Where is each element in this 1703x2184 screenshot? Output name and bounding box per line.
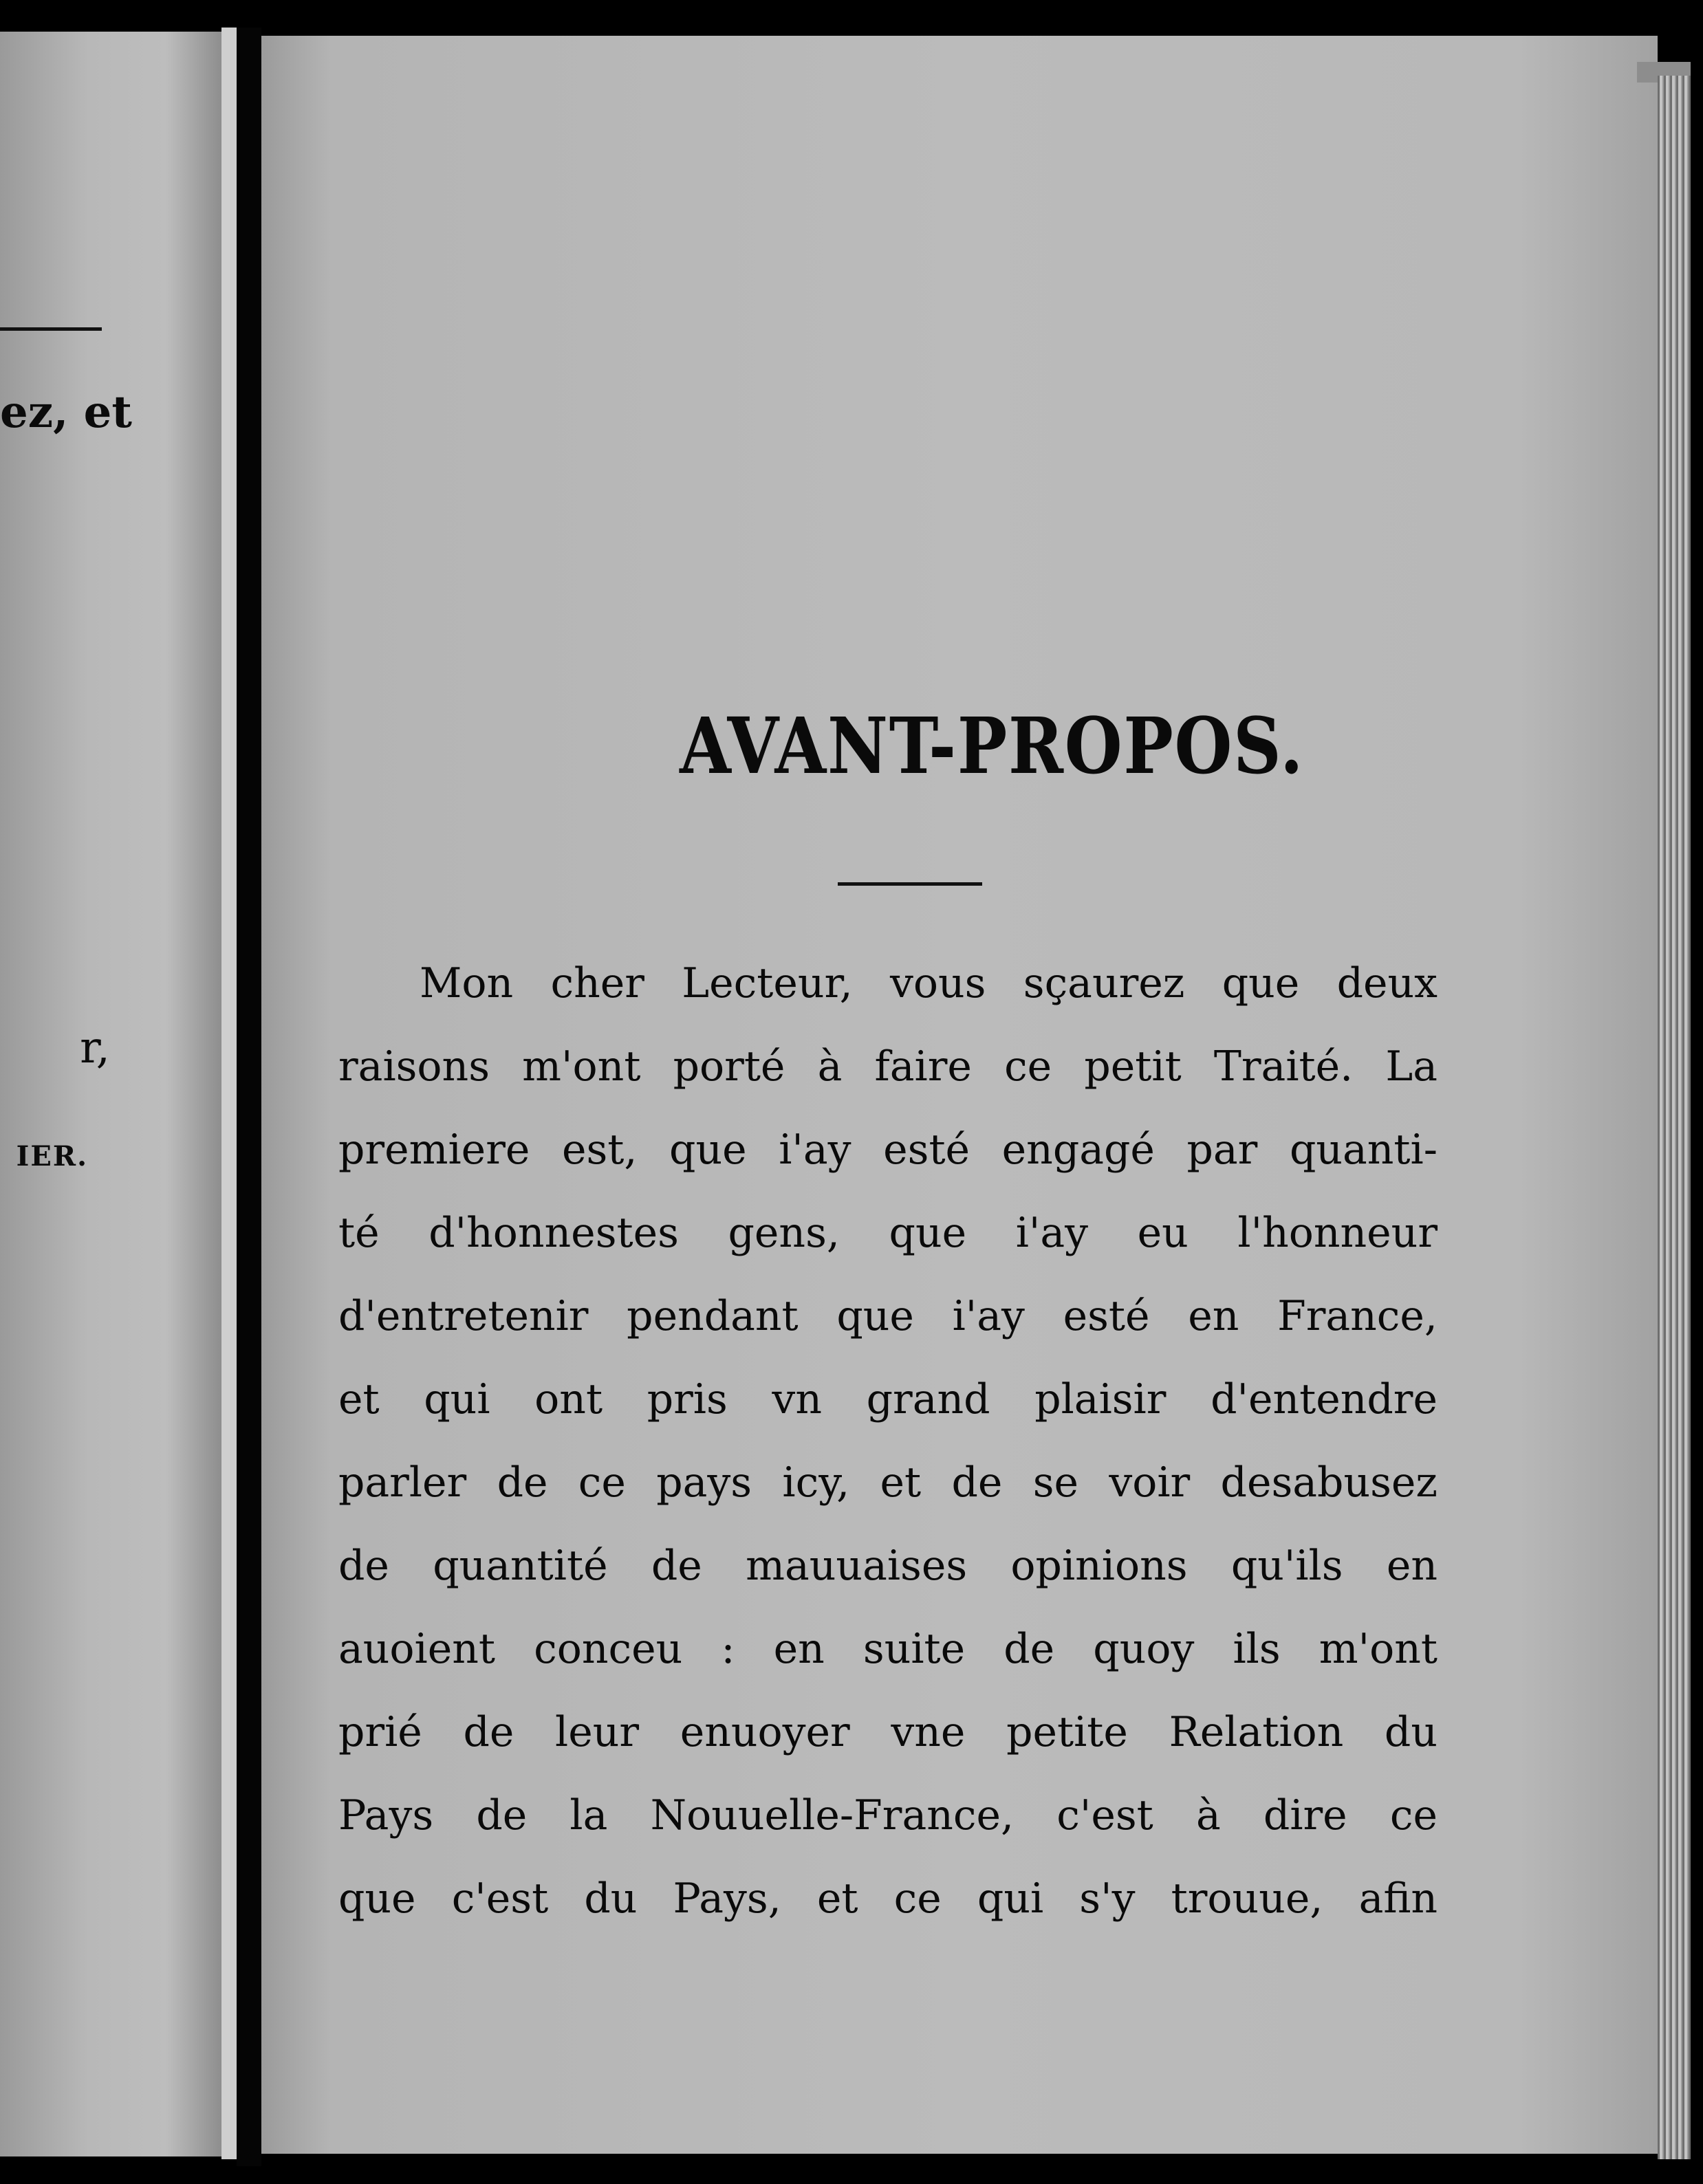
- title-rule: [838, 882, 982, 886]
- text-line: Pays de la Nouuelle-France, c'est à dire ce: [338, 1791, 1438, 1839]
- left-page: [0, 32, 221, 2156]
- text-line: té d'honnestes gens, que i'ay eu l'honneur: [338, 1209, 1438, 1257]
- text-line: auoient conceu : en suite de quoy ils m'ont: [338, 1625, 1438, 1673]
- text-line: premiere est, que i'ay esté engagé par quanti-: [338, 1126, 1438, 1174]
- book-gutter: [237, 28, 261, 2166]
- left-page-fragment: ez, et: [0, 386, 132, 438]
- body-paragraph: [338, 942, 1438, 1941]
- left-page-fragment: IER.: [16, 1140, 88, 1172]
- left-page-fragment: r,: [80, 1023, 110, 1073]
- text-line: Mon cher Lecteur, vous sçaurez que deux: [420, 959, 1438, 1007]
- page-title: AVANT-PROPOS.: [680, 701, 1305, 791]
- page-stack-edges: [1658, 76, 1691, 2159]
- text-line: de quantité de mauuaises opinions qu'ils en: [338, 1542, 1438, 1590]
- left-page-rule: [0, 327, 102, 331]
- text-line: prié de leur enuoyer vne petite Relation du: [338, 1708, 1438, 1756]
- text-line: d'entretenir pendant que i'ay esté en France,: [338, 1292, 1438, 1340]
- text-line: et qui ont pris vn grand plaisir d'entendre: [338, 1375, 1438, 1423]
- text-line: que c'est du Pays, et ce qui s'y trouue, afin: [338, 1875, 1438, 1923]
- left-page-edge: [221, 28, 237, 2159]
- text-line: parler de ce pays icy, et de se voir desabusez: [338, 1459, 1438, 1507]
- text-line: raisons m'ont porté à faire ce petit Traité. La: [338, 1042, 1438, 1091]
